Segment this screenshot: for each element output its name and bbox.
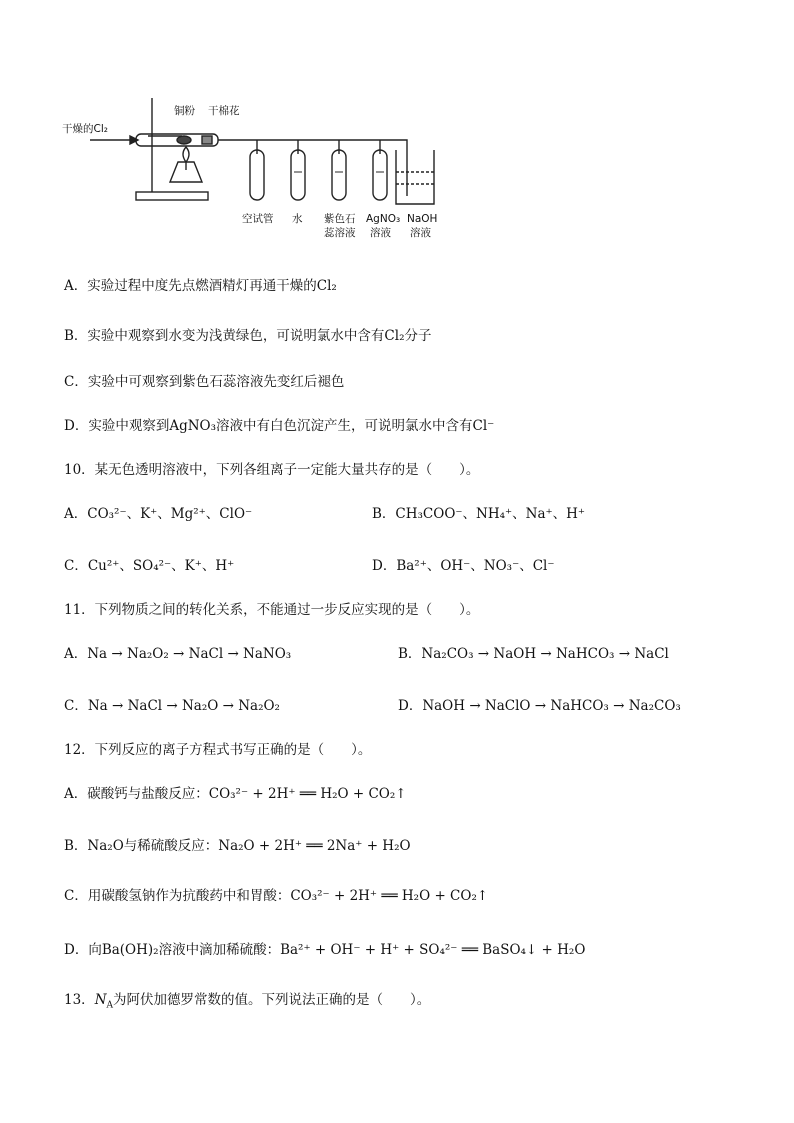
q9-option-c: C．实验中可观察到紫色石蕊溶液先变红后褪色 bbox=[64, 374, 345, 390]
q13-avogadro-sub: A bbox=[106, 1000, 113, 1011]
label-agno3-1: AgNO₃ bbox=[366, 213, 401, 225]
label-water: 水 bbox=[292, 213, 303, 225]
label-agno3-2: 溶液 bbox=[370, 227, 391, 239]
q11-stem: 11．下列物质之间的转化关系，不能通过一步反应实现的是（ ）。 bbox=[64, 602, 480, 618]
q10-option-d: D．Ba²⁺、OH⁻、NO₃⁻、Cl⁻ bbox=[372, 558, 555, 574]
q12-option-a: A．碳酸钙与盐酸反应：CO₃²⁻ + 2H⁺ ══ H₂O + CO₂↑ bbox=[64, 786, 407, 802]
q10-option-a: A．CO₃²⁻、K⁺、Mg²⁺、ClO⁻ bbox=[64, 506, 253, 522]
q13-avogadro-symbol: N bbox=[94, 992, 107, 1008]
label-empty-tube: 空试管 bbox=[242, 213, 274, 225]
q11-option-b: B．Na₂CO₃ → NaOH → NaHCO₃ → NaCl bbox=[398, 646, 669, 662]
q9-option-d: D．实验中观察到AgNO₃溶液中有白色沉淀产生，可说明氯水中含有Cl⁻ bbox=[64, 418, 495, 434]
q12-option-d: D．向Ba(OH)₂溶液中滴加稀硫酸：Ba²⁺ + OH⁻ + H⁺ + SO₄²⁻ ══ BaSO₄↓ + H₂O bbox=[64, 942, 586, 958]
label-litmus-2: 蕊溶液 bbox=[324, 227, 356, 239]
q11-option-a: A．Na → Na₂O₂ → NaCl → NaNO₃ bbox=[64, 646, 292, 662]
q13-text: 为阿伏加德罗常数的值。下列说法正确的是（ ）。 bbox=[113, 992, 431, 1008]
test-tubes bbox=[250, 140, 387, 200]
stand-base bbox=[136, 192, 208, 200]
copper-powder bbox=[177, 136, 191, 144]
q11-option-d: D．NaOH → NaClO → NaHCO₃ → Na₂CO₃ bbox=[398, 698, 681, 714]
dry-cotton bbox=[202, 136, 212, 144]
label-copper: 铜粉 bbox=[174, 105, 195, 117]
q10-stem: 10．某无色透明溶液中，下列各组离子一定能大量共存的是（ ）。 bbox=[64, 462, 480, 478]
q13-stem bbox=[64, 990, 430, 1016]
q11-option-c: C．Na → NaCl → Na₂O → Na₂O₂ bbox=[64, 698, 280, 714]
label-naoh-1: NaOH bbox=[407, 213, 438, 225]
gas-pipe bbox=[218, 140, 407, 196]
q12-option-c: C．用碳酸氢钠作为抗酸药中和胃酸：CO₃²⁻ + 2H⁺ ══ H₂O + CO₂↑ bbox=[64, 888, 489, 904]
label-naoh-2: 溶液 bbox=[410, 227, 431, 239]
q10-option-c: C．Cu²⁺、SO₄²⁻、K⁺、H⁺ bbox=[64, 558, 235, 574]
q12-option-b: B．Na₂O与稀硫酸反应：Na₂O + 2H⁺ ══ 2Na⁺ + H₂O bbox=[64, 838, 411, 854]
flame bbox=[183, 147, 189, 162]
q9-option-b: B．实验中观察到水变为浅黄绿色，可说明氯水中含有Cl₂分子 bbox=[64, 328, 432, 344]
q10-option-b: B．CH₃COO⁻、NH₄⁺、Na⁺、H⁺ bbox=[372, 506, 586, 522]
q9-option-a: A．实验过程中度先点燃酒精灯再通干燥的Cl₂ bbox=[64, 278, 337, 294]
chlorine-apparatus-figure bbox=[62, 92, 462, 252]
q13-number: 13． bbox=[64, 992, 95, 1008]
naoh-beaker bbox=[396, 150, 434, 204]
label-dry-cl2: 干燥的Cl₂ bbox=[62, 123, 108, 135]
q12-stem: 12．下列反应的离子方程式书写正确的是（ ）。 bbox=[64, 742, 372, 758]
label-cotton: 干棉花 bbox=[208, 105, 240, 117]
label-litmus-1: 紫色石 bbox=[324, 213, 356, 225]
